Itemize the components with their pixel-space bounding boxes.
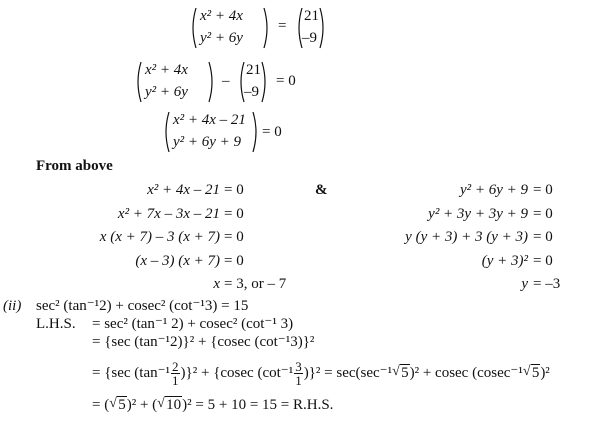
sqrt-icon xyxy=(523,358,541,388)
eq3-top: x² + 4x – 21 xyxy=(173,112,246,128)
eq1-m1-top: x² + 4x xyxy=(200,8,243,24)
left-step-rhs: = 0 xyxy=(224,229,244,245)
eq1-m2-top: 21 xyxy=(304,8,319,24)
proof-line-4-b: )² + ( xyxy=(126,397,158,413)
fraction-denominator: 1 xyxy=(295,373,302,389)
proof-line-3-a: = {sec (tan⁻¹ xyxy=(92,365,171,381)
left-step-lhs: (x – 3) (x + 7) xyxy=(135,253,220,269)
left-step-lhs: x² + 7x – 3x – 21 xyxy=(117,206,220,222)
left-step-lhs: x² + 4x – 21 xyxy=(147,182,220,198)
right-step-rhs: = 0 xyxy=(533,206,553,222)
proof-line-3-c: )}² = sec(sec⁻¹ xyxy=(303,365,393,381)
fraction-denominator: 1 xyxy=(172,373,179,389)
proof-line-2: = {sec (tan⁻¹2)}² + {cosec (cot⁻¹3)}² xyxy=(92,334,315,350)
radicand: 10 xyxy=(166,397,182,413)
proof-line-3 xyxy=(92,358,550,388)
sqrt-icon xyxy=(392,358,410,388)
fraction-numerator: 2 xyxy=(172,359,179,375)
radicand: 5 xyxy=(118,397,126,413)
right-step-rhs: = 0 xyxy=(533,182,553,198)
eq3-bot: y² + 6y + 9 xyxy=(173,134,242,150)
right-step-lhs: (y + 3)² xyxy=(481,253,528,269)
eq1-equals: = xyxy=(278,18,287,34)
eq2-m2-bot: –9 xyxy=(244,84,259,100)
eq2-matrix-left xyxy=(135,60,215,104)
eq2-minus: – xyxy=(222,73,230,89)
left-step-rhs: = 3, or – 7 xyxy=(224,276,287,292)
proof-line-3-d: )² + cosec (cosec⁻¹ xyxy=(409,365,523,381)
radicand: 5 xyxy=(401,365,409,381)
eq3-rhs: = 0 xyxy=(262,124,282,140)
eq1-m1-bot: y² + 6y xyxy=(200,30,243,46)
eq3-matrix xyxy=(163,110,259,154)
right-step-rhs: = 0 xyxy=(533,253,553,269)
left-step-lhs: x xyxy=(213,276,220,292)
fraction xyxy=(171,360,180,387)
right-step-rhs: = –3 xyxy=(533,276,561,292)
part-ii-statement: sec² (tan⁻¹2) + cosec² (cot⁻¹3) = 15 xyxy=(36,298,249,314)
proof-line-3-e: )² xyxy=(540,365,550,381)
sqrt-icon xyxy=(157,396,182,414)
eq1-matrix-left xyxy=(190,6,270,50)
right-step-lhs: y (y + 3) + 3 (y + 3) xyxy=(405,229,528,245)
eq1-m2-bot: –9 xyxy=(302,30,317,46)
eq2-m1-top: x² + 4x xyxy=(145,62,188,78)
lhs-label: L.H.S. xyxy=(36,316,76,332)
fraction xyxy=(294,360,303,387)
left-step-rhs: = 0 xyxy=(224,182,244,198)
eq1-matrix-right xyxy=(296,6,326,50)
right-step-lhs: y xyxy=(521,276,528,292)
eq2-m1-bot: y² + 6y xyxy=(145,84,188,100)
sqrt-icon xyxy=(109,396,127,414)
fraction-numerator: 3 xyxy=(295,359,302,375)
part-ii-label: (ii) xyxy=(3,298,22,314)
proof-line-1: = sec² (tan⁻¹ 2) + cosec² (cot⁻¹ 3) xyxy=(92,316,294,332)
radicand: 5 xyxy=(531,365,540,381)
ampersand: & xyxy=(315,182,328,198)
right-step-lhs: y² + 3y + 3y + 9 xyxy=(428,206,528,222)
right-step-lhs: y² + 6y + 9 xyxy=(459,182,528,198)
proof-line-3-b: )}² + {cosec (cot⁻¹ xyxy=(180,365,294,381)
right-step-rhs: = 0 xyxy=(533,229,553,245)
eq2-m2-top: 21 xyxy=(246,62,261,78)
from-above-heading: From above xyxy=(36,158,113,174)
proof-line-4-c: )² = 5 + 10 = 15 = R.H.S. xyxy=(182,397,334,413)
left-step-lhs: x (x + 7) – 3 (x + 7) xyxy=(99,229,220,245)
left-step-rhs: = 0 xyxy=(224,253,244,269)
eq2-matrix-right xyxy=(238,60,268,104)
proof-line-4-a: = ( xyxy=(92,397,110,413)
eq2-rhs: = 0 xyxy=(276,73,296,89)
proof-line-4 xyxy=(92,396,333,414)
left-step-rhs: = 0 xyxy=(224,206,244,222)
